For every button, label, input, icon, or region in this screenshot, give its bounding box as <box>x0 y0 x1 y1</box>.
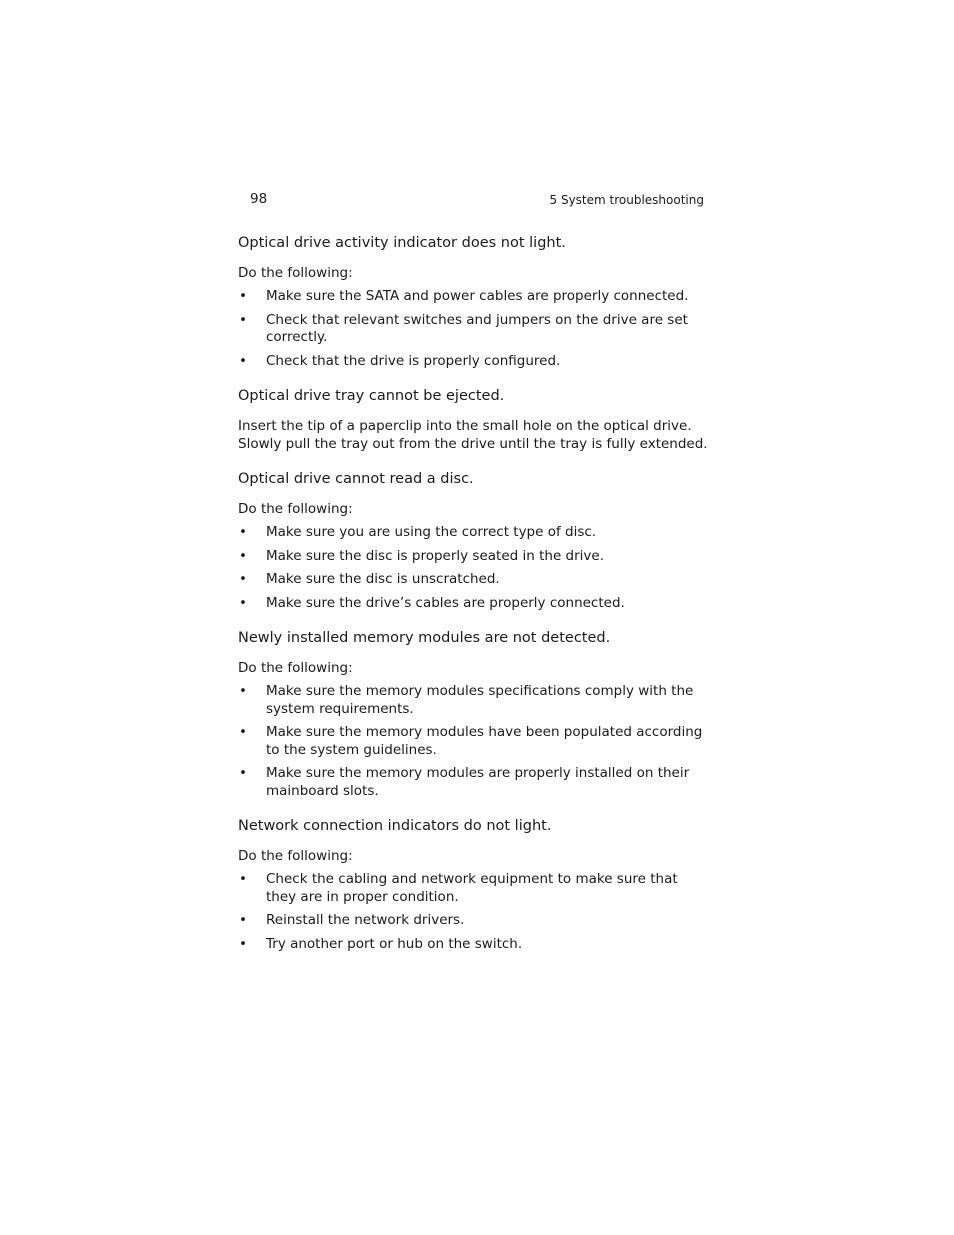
section-heading: Optical drive activity indicator does not light. <box>238 235 566 251</box>
list-item: • Check the cabling and network equipment to make sure that they are in proper condition. <box>238 871 708 906</box>
list-item: • Make sure the disc is unscratched. <box>238 571 708 589</box>
list-item: • Make sure the memory modules specifications comply with the system requirements. <box>238 683 708 718</box>
chapter-title: 5 System troubleshooting <box>549 193 704 207</box>
list-item: • Make sure the memory modules are properly installed on their mainboard slots. <box>238 765 708 800</box>
section-paragraph: Insert the tip of a paperclip into the small hole on the optical drive. Slowly pull the tray out from the drive until the tray is fully extended. <box>238 418 708 452</box>
list-item: • Make sure the SATA and power cables are properly connected. <box>238 288 708 306</box>
page-number: 98 <box>250 191 268 207</box>
section-optical-tray <box>238 386 708 453</box>
bullet-list <box>238 871 708 953</box>
section-intro: Do the following: <box>238 660 353 676</box>
section-heading: Optical drive cannot read a disc. <box>238 471 474 487</box>
list-item: • Reinstall the network drivers. <box>238 912 708 930</box>
section-intro: Do the following: <box>238 265 353 281</box>
section-intro: Do the following: <box>238 848 353 864</box>
bullet-list <box>238 524 708 612</box>
section-optical-activity <box>238 233 708 370</box>
list-item: • Make sure the memory modules have been populated according to the system guidelines. <box>238 724 708 759</box>
page-content <box>238 233 708 959</box>
section-heading: Newly installed memory modules are not detected. <box>238 630 611 646</box>
list-item: • Try another port or hub on the switch. <box>238 936 708 954</box>
list-item: • Make sure the drive’s cables are properly connected. <box>238 595 708 613</box>
list-item: • Make sure you are using the correct type of disc. <box>238 524 708 542</box>
section-intro: Do the following: <box>238 501 353 517</box>
section-optical-read <box>238 469 708 612</box>
section-heading: Optical drive tray cannot be ejected. <box>238 388 505 404</box>
page-header <box>250 191 704 211</box>
bullet-list <box>238 288 708 370</box>
list-item: • Make sure the disc is properly seated in the drive. <box>238 548 708 566</box>
bullet-list <box>238 683 708 800</box>
section-memory-modules <box>238 628 708 800</box>
list-item: • Check that the drive is properly configured. <box>238 353 708 371</box>
list-item: • Check that relevant switches and jumpers on the drive are set correctly. <box>238 312 708 347</box>
section-network <box>238 816 708 953</box>
section-heading: Network connection indicators do not light. <box>238 818 552 834</box>
